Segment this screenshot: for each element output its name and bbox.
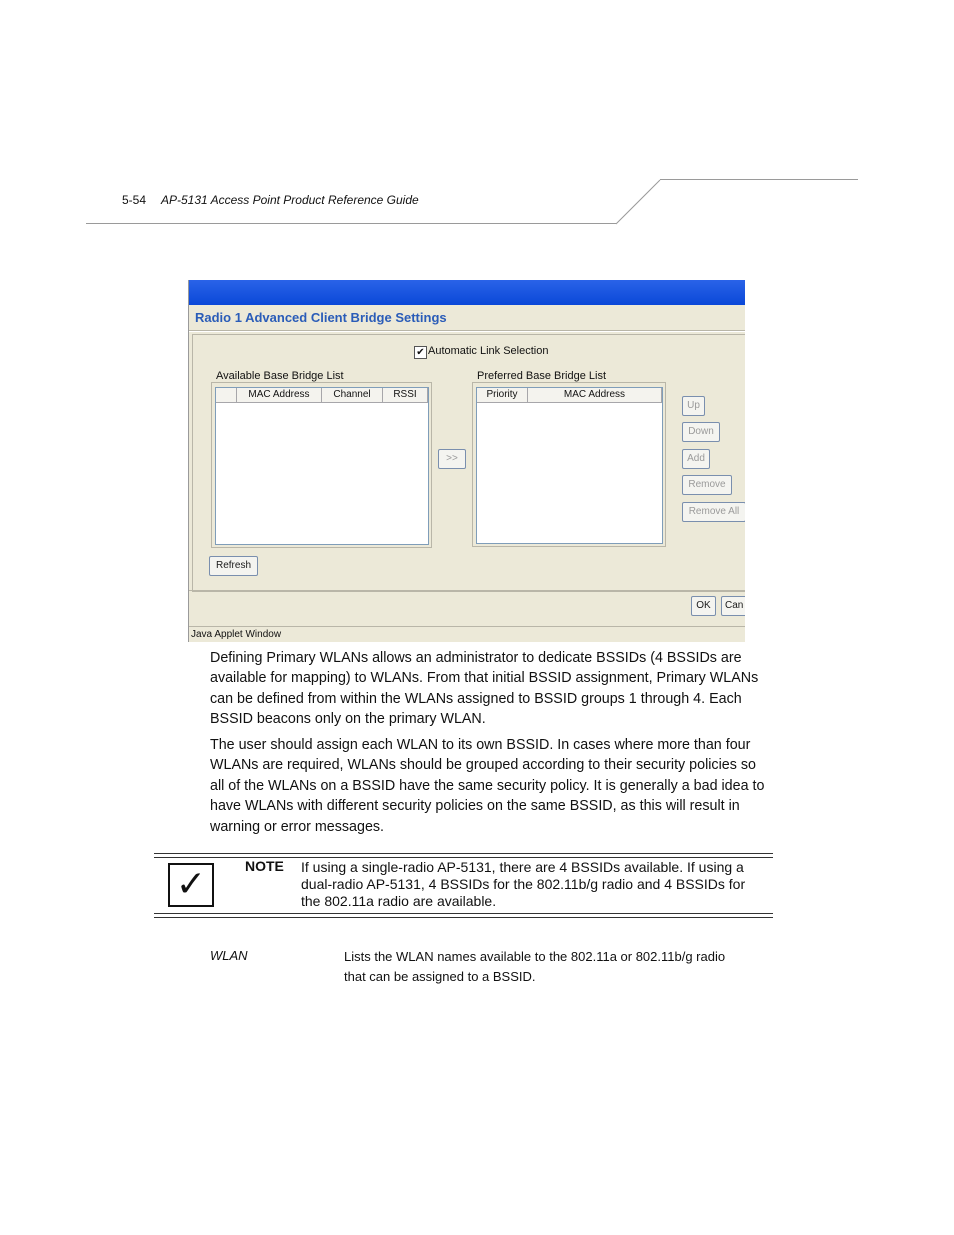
definition-description: Lists the WLAN names available to the 802.11a or 802.11b/g radio that can be assigned to a BSSID. <box>344 949 726 984</box>
header-diagonal <box>612 178 662 226</box>
column-header-mac-address[interactable]: MAC Address <box>237 388 322 403</box>
column-header-blank <box>216 388 237 403</box>
guide-title: AP-5131 Access Point Product Reference Guide <box>161 193 419 207</box>
paragraph-primary-wlans: Defining Primary WLANs allows an administrator to dedicate BSSIDs (4 BSSIDs are available for mapping) to WLANs. From that initial BSSID assignment, Primary WLANs can be defined from within the WLANs assigned to BSSID groups 1 through 4. Each BSSID beacons only on the primary WLAN. <box>210 650 759 728</box>
panel-separator-highlight <box>189 331 745 332</box>
refresh-button[interactable]: Refresh <box>209 556 258 576</box>
client-bridge-settings-window <box>188 280 745 642</box>
checkmark-icon: ✓ <box>168 863 214 907</box>
note-rule-top <box>154 853 773 854</box>
add-button[interactable]: Add <box>682 449 710 469</box>
header-rule <box>86 223 616 224</box>
applet-status-label: Java Applet Window <box>191 629 282 640</box>
column-header-rssi[interactable]: RSSI <box>383 388 428 403</box>
remove-button[interactable]: Remove <box>682 475 732 495</box>
header-top-rule <box>660 179 858 180</box>
preferred-base-bridge-list[interactable] <box>476 387 663 544</box>
cancel-button[interactable]: Can <box>721 596 745 616</box>
column-header-mac-address[interactable]: MAC Address <box>528 388 662 403</box>
available-base-bridge-label: Available Base Bridge List <box>216 370 344 382</box>
ok-button[interactable]: OK <box>691 596 716 616</box>
paragraph-wlan-assignment: The user should assign each WLAN to its own BSSID. In cases where more than four WLANs are required, WLANs should be grouped according to their security policies so all of the WLANs on a BSSID have the same security policy. It is generally a bad idea to have WLANs with different security policies on the same BSSID, as this will result in warning or error messages. <box>210 737 765 835</box>
page-number: 5-54 <box>122 193 147 207</box>
available-base-bridge-list[interactable] <box>215 387 429 545</box>
note-text: If using a single-radio AP-5131, there are 4 BSSIDs available. If using a dual-radio AP-5131, 4 BSSIDs for the 802.11b/g radio and 4 BSSIDs for the 802.11a radio are available. <box>301 859 746 909</box>
remove-all-button[interactable]: Remove All <box>682 502 745 522</box>
column-header-priority[interactable]: Priority <box>477 388 528 403</box>
definition-term: WLAN <box>210 948 248 963</box>
up-button[interactable]: Up <box>682 396 705 416</box>
footer-separator <box>189 590 745 591</box>
move-to-preferred-button[interactable]: >> <box>438 449 466 469</box>
note-rule-bottom-inner <box>154 917 773 918</box>
preferred-base-bridge-label: Preferred Base Bridge List <box>477 370 607 382</box>
automatic-link-selection-label: Automatic Link Selection <box>428 345 549 357</box>
panel-title: Radio 1 Advanced Client Bridge Settings <box>195 310 447 325</box>
column-header-channel[interactable]: Channel <box>322 388 383 403</box>
automatic-link-selection-checkbox[interactable]: ✔ <box>414 346 427 359</box>
window-titlebar[interactable] <box>189 280 745 305</box>
down-button[interactable]: Down <box>682 422 720 442</box>
note-label: NOTE <box>245 858 284 874</box>
note-rule-bottom <box>154 913 773 914</box>
